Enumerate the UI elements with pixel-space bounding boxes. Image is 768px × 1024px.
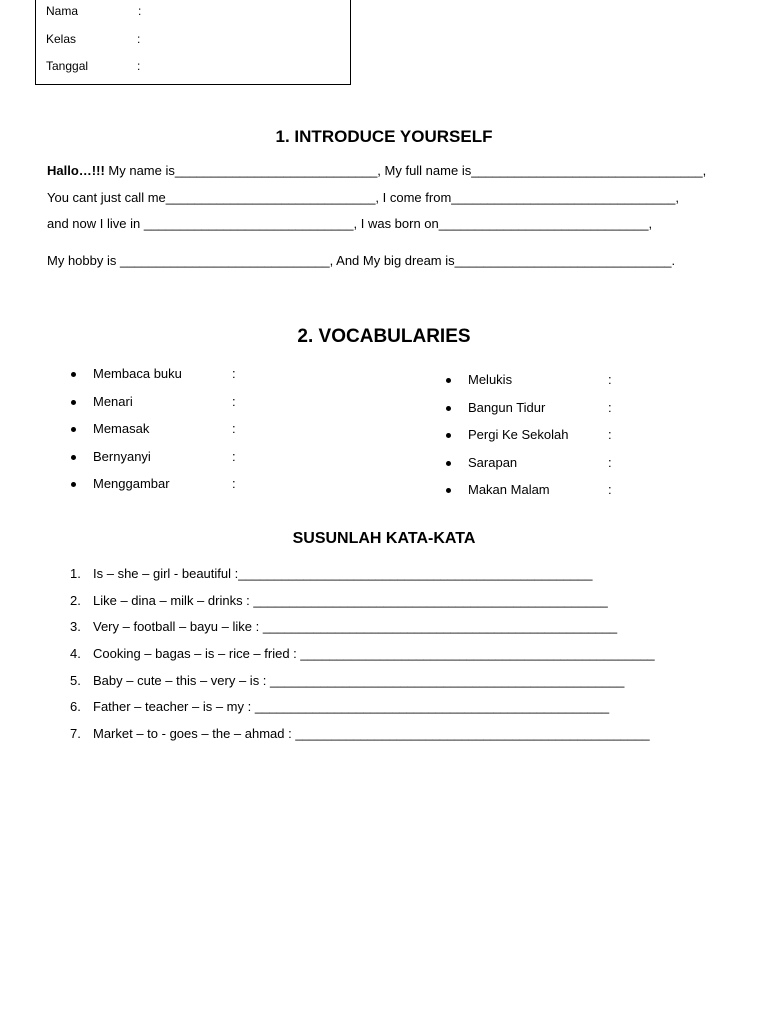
section-2-title: 2. VOCABULARIES [297,326,471,347]
vocab-word: Makan Malam [468,482,550,497]
student-info-box [35,0,351,85]
vocab-word: Sarapan [468,454,518,470]
vocab-word: Bernyanyi [93,448,151,464]
bullet-icon [71,455,76,460]
section-1-title: 1. INTRODUCE YOURSELF [275,127,493,146]
vocab-separator: : [608,482,612,497]
vocab-item [446,482,726,510]
vocab-item [71,394,331,422]
date-row [46,59,140,73]
vocab-word: Membaca buku [93,366,182,381]
bullet-icon [71,427,76,432]
vocab-item [71,421,331,449]
vocab-separator: : [608,372,612,387]
name-separator: : [138,4,142,18]
item-text: Like – dina – milk – drinks : _________________________________________________ [93,592,608,608]
item-text: Is – she – girl - beautiful :_________________________________________________ [93,566,593,581]
date-separator: : [137,59,141,73]
vocab-separator: : [232,421,236,436]
vocab-item [71,366,331,394]
intro-line-2: You cant just call me_____________________________, I come from_______________________________, [47,190,680,205]
intro-line-3: and now I live in _____________________________, I was born on_____________________________, [47,216,653,231]
name-label: Nama [46,4,79,18]
bullet-icon [71,482,76,487]
section-3-title: SUSUNLAH KATA-KATA [292,530,476,547]
vocab-item [446,372,726,400]
vocab-word: Pergi Ke Sekolah [468,427,569,442]
vocab-word: Menggambar [93,476,170,491]
vocab-item [446,427,726,455]
class-label: Kelas [46,32,77,46]
vocab-separator: : [232,366,236,381]
item-text: Very – football – bayu – like : _________________________________________________ [93,619,618,635]
vocab-word: Bangun Tidur [468,399,546,415]
item-number: 1. [70,566,81,581]
vocabulary-list-right [446,372,726,510]
item-number: 4. [70,646,81,662]
bullet-icon [446,461,451,466]
vocab-separator: : [608,454,612,470]
bullet-icon [446,488,451,493]
vocab-item [71,449,331,477]
vocab-word: Menari [93,393,133,409]
greeting: Hallo…!!! [47,163,105,178]
item-number: 5. [70,672,81,688]
item-number: 2. [70,592,81,608]
vocab-item [446,400,726,428]
date-label: Tanggal [46,59,89,73]
bullet-icon [71,400,76,405]
class-separator: : [137,32,141,46]
intro-line-4: My hobby is _____________________________, And My big dream is______________________________. [47,253,676,268]
vocab-separator: : [232,448,236,464]
vocab-separator: : [232,476,236,491]
item-number: 6. [70,699,81,715]
intro-line-1 [47,163,706,178]
bullet-icon [71,372,76,377]
vocabulary-list-left [71,366,331,504]
name-row [46,4,141,18]
vocab-item [446,455,726,483]
bullet-icon [446,433,451,438]
item-text: Cooking – bagas – is – rice – fried : _________________________________________________ [93,646,655,662]
item-text: Baby – cute – this – very – is : _________________________________________________ [93,672,625,688]
vocab-separator: : [608,399,612,415]
item-text: Father – teacher – is – my : _________________________________________________ [93,699,610,715]
vocab-separator: : [608,427,612,442]
vocab-word: Melukis [468,372,513,387]
bullet-icon [446,406,451,411]
vocab-separator: : [232,393,236,409]
item-text: Market – to - goes – the – ahmad : _________________________________________________ [93,726,650,742]
class-row [46,32,140,46]
vocab-item [71,476,331,504]
vocab-word: Memasak [93,421,150,436]
bullet-icon [446,378,451,383]
intro-line-1-text: My name is____________________________, My full name is________________________________, [104,163,707,178]
item-number: 7. [70,726,81,742]
item-number: 3. [70,619,81,635]
